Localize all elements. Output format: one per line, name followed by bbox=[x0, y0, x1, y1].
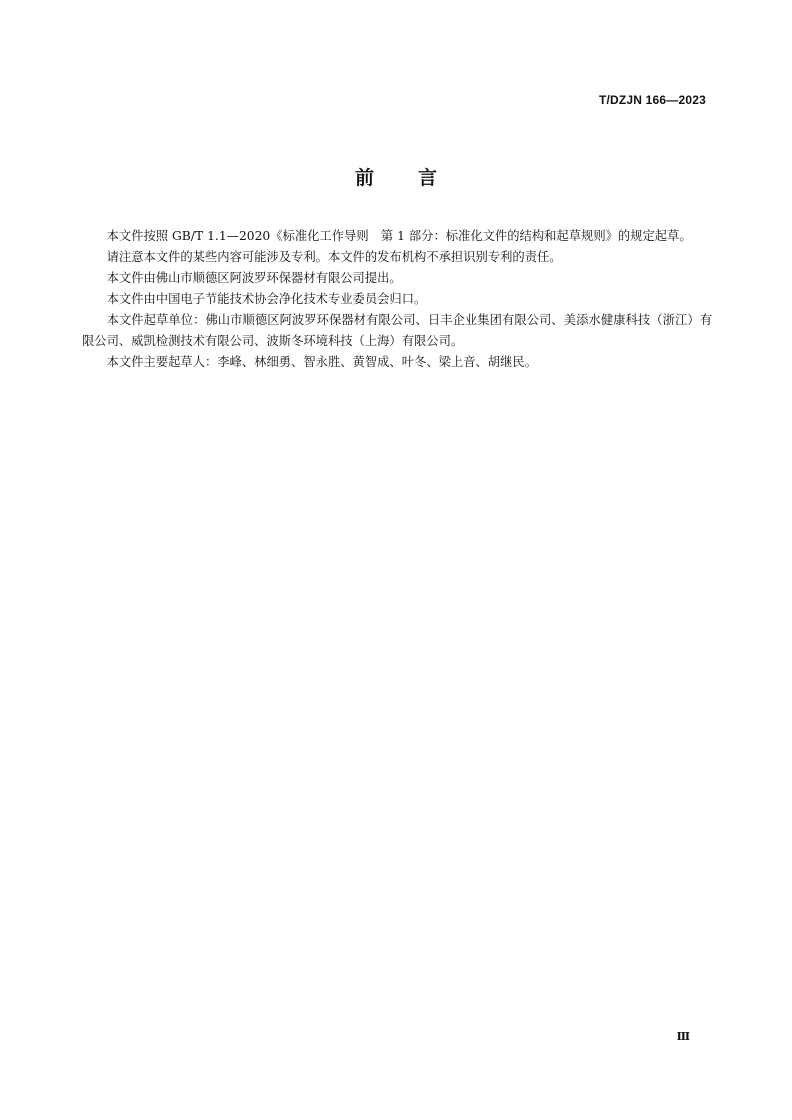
document-code: T/DZJN 166—2023 bbox=[598, 93, 706, 107]
paragraph-patent-notice: 请注意本文件的某些内容可能涉及专利。本文件的发布机构不承担识别专利的责任。 bbox=[106, 250, 562, 264]
page-number: Ⅲ bbox=[676, 1030, 690, 1043]
paragraph-proposer: 本文件由佛山市顺德区阿波罗环保器材有限公司提出。 bbox=[106, 271, 402, 285]
page-title: 前言 bbox=[354, 167, 481, 189]
paragraph-drafters: 本文件主要起草人：李峰、林细勇、智永胜、黄智成、叶冬、梁上音、胡继民。 bbox=[106, 355, 537, 369]
paragraph-administrator: 本文件由中国电子节能技术协会净化技术专业委员会归口。 bbox=[106, 292, 427, 306]
foreword-body bbox=[82, 226, 712, 373]
paragraph-drafting-rules: 本文件按照 GB/T 1.1—2020《标准化工作导则 第 1 部分：标准化文件的结构和起草规则》的规定起草。 bbox=[106, 229, 692, 243]
paragraph-drafting-units: 本文件起草单位：佛山市顺德区阿波罗环保器材有限公司、日丰企业集团有限公司、美添水健康科技（浙江）有限公司、威凯检测技术有限公司、波斯冬环境科技（上海）有限公司。 bbox=[82, 313, 712, 348]
